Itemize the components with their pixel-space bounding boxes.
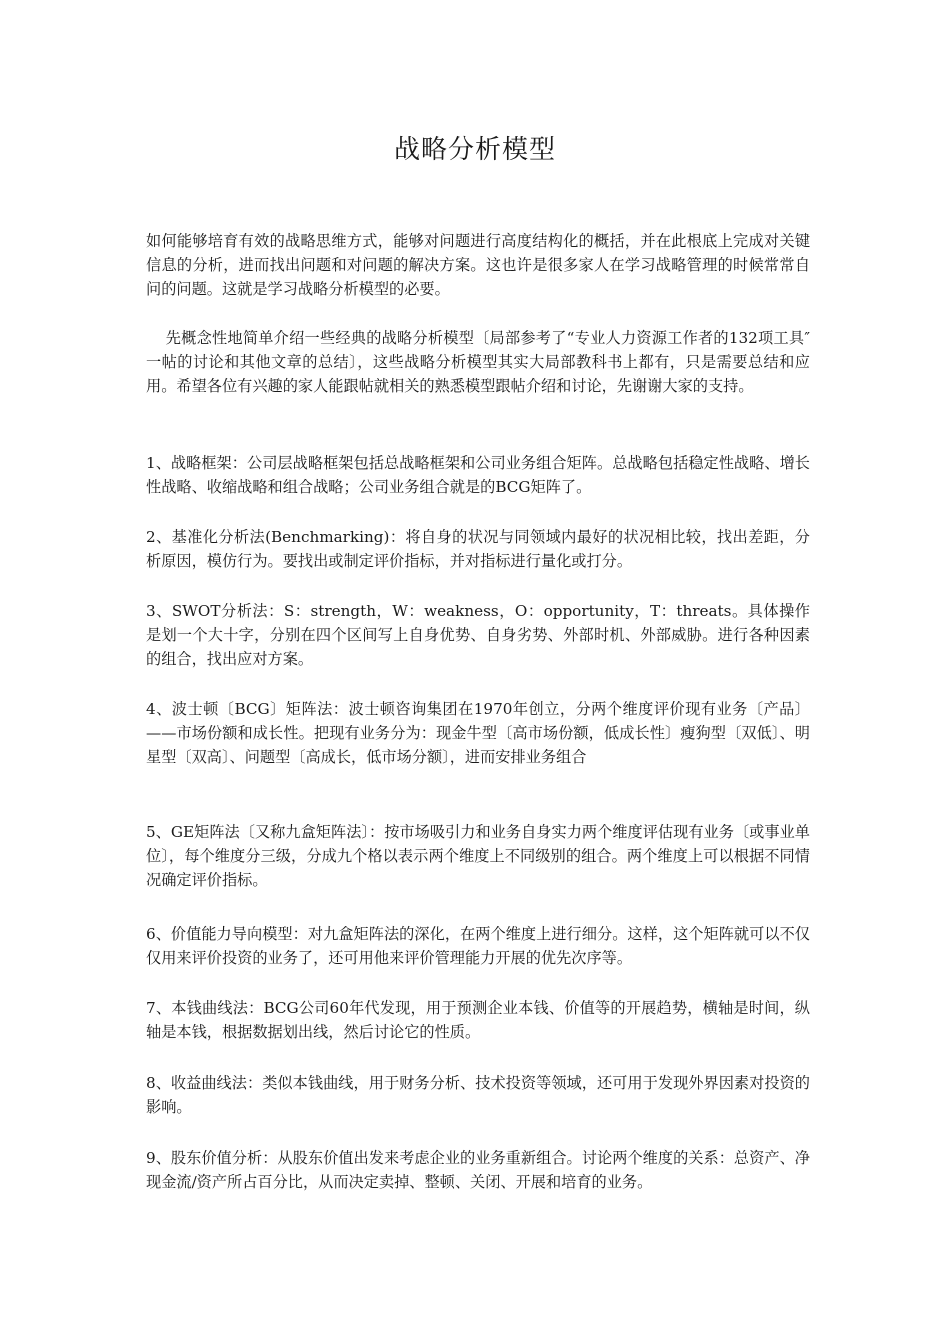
intro-paragraph: 如何能够培育有效的战略思维方式，能够对问题进行高度结构化的概括，并在此根底上完成对关键信息的分析，进而找出问题和对问题的解决方案。这也许是很多家人在学习战略管理的时候常常自问的问题。这就是学习战略分析模型的必要。 (146, 232, 810, 298)
list-item-revenue-curve: 8、收益曲线法：类似本钱曲线，用于财务分析、技术投资等领域，还可用于发现外界因素对投资的影响。 (146, 1074, 810, 1116)
list-item-strategy-framework: 1、战略框架：公司层战略框架包括总战略框架和公司业务组合矩阵。总战略包括稳定性战略、增长性战略、收缩战略和组合战略；公司业务组合就是的BCG矩阵了。 (146, 454, 810, 496)
document-title: 战略分析模型 (393, 135, 556, 165)
list-item-benchmarking: 2、基准化分析法(Benchmarking)：将自身的状况与同领域内最好的状况相比较，找出差距，分析原因，模仿行为。要找出或制定评价指标，并对指标进行量化或打分。 (146, 528, 810, 570)
list-item-shareholder-value: 9、股东价值分析：从股东价值出发来考虑企业的业务重新组合。讨论两个维度的关系：总资产、净现金流/资产所占百分比，从而决定卖掉、整顿、关闭、开展和培育的业务。 (146, 1149, 810, 1191)
list-item-cost-curve: 7、本钱曲线法：BCG公司60年代发现，用于预测企业本钱、价值等的开展趋势，横轴是时间，纵轴是本钱，根据数据划出线，然后讨论它的性质。 (146, 999, 810, 1041)
list-item-bcg-matrix: 4、波士顿〔BCG〕矩阵法：波士顿咨询集团在1970年创立，分两个维度评价现有业务〔产品〕——市场份额和成长性。把现有业务分为：现金牛型〔高市场份额，低成长性〕瘦狗型〔双低〕、明星型〔双高〕、问题型〔高成长，低市场分额〕，进而安排业务组合 (146, 700, 810, 766)
list-item-value-capability-model: 6、价值能力导向模型：对九盒矩阵法的深化，在两个维度上进行细分。这样，这个矩阵就可以不仅仅用来评价投资的业务了，还可用他来评价管理能力开展的优先次序等。 (146, 925, 810, 967)
intro-paragraph-2: 先概念性地简单介绍一些经典的战略分析模型〔局部参考了“专业人力资源工作者的132项工具″一帖的讨论和其他文章的总结〕，这些战略分析模型其实大局部教科书上都有，只是需要总结和应用。希望各位有兴趣的家人能跟帖就相关的熟悉模型跟帖介绍和讨论，先谢谢大家的支持。 (146, 329, 810, 395)
list-item-swot: 3、SWOT分析法：S：strength，W：weakness，O：opportunity，T：threats。具体操作是划一个大十字，分别在四个区间写上自身优势、自身劣势、外部时机、外部威胁。进行各种因素的组合，找出应对方案。 (146, 602, 810, 668)
list-item-ge-matrix: 5、GE矩阵法〔又称九盒矩阵法〕：按市场吸引力和业务自身实力两个维度评估现有业务〔或事业单位〕，每个维度分三级，分成九个格以表示两个维度上不同级别的组合。两个维度上可以根据不同情况确定评价指标。 (146, 823, 810, 889)
